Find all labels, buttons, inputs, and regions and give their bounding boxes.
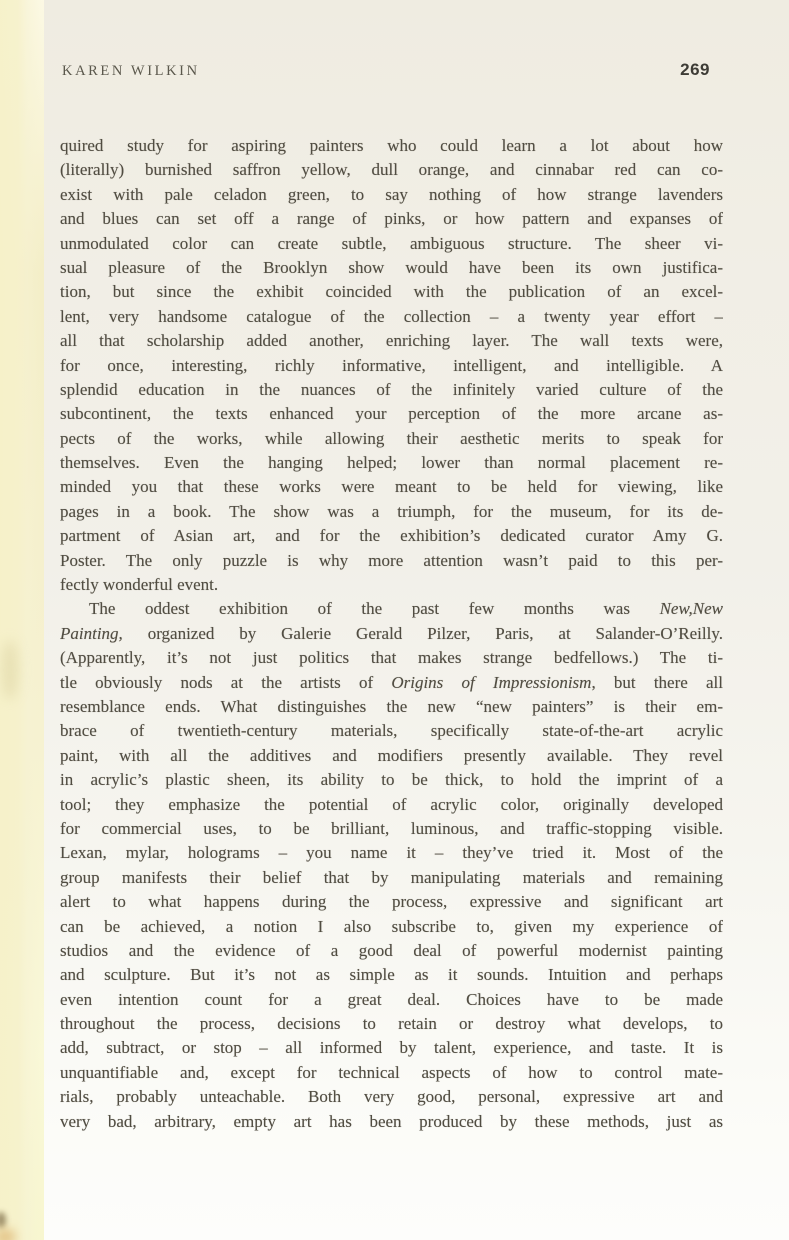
text-segment: all that scholarship added another, enriching layer. The wall texts were, [60, 331, 723, 351]
text-line [60, 256, 723, 280]
text-segment: tion, but since the exhibit coincided with the publication of an excel- [60, 282, 723, 302]
text-segment: unquantifiable and, except for technical aspects of how to control mate- [60, 1062, 723, 1082]
text-segment: resemblance ends. What distinguishes the new “new painters” is their em- [60, 696, 723, 716]
text-segment: (Apparently, it’s not just politics that makes strange bedfellows.) The ti- [60, 648, 723, 668]
text-segment: quired study for aspiring painters who could learn a lot about how [60, 136, 723, 155]
text-line [60, 744, 723, 768]
text-segment: and sculpture. But it’s not as simple as it sounds. Intuition and perhaps [60, 965, 723, 985]
page-number: 269 [680, 60, 710, 79]
text-segment: can be achieved, a notion I also subscribe to, given my experience of [60, 916, 723, 936]
text-segment: organized by Galerie Gerald Pilzer, Paris, at Salander-O’Reilly. [122, 623, 723, 643]
text-line [60, 1036, 723, 1060]
text-segment: subcontinent, the texts enhanced your perception of the more arcane as- [60, 404, 723, 424]
text-line [60, 329, 723, 353]
text-segment: even intention count for a great deal. Choices have to be made [60, 989, 723, 1009]
text-segment: studios and the evidence of a good deal of powerful modernist painting [60, 940, 723, 960]
text-segment: pages in a book. The show was a triumph, for the museum, for its de- [60, 501, 723, 521]
text-segment: alert to what happens during the process, expressive and significant art [60, 892, 723, 912]
text-segment: throughout the process, decisions to retain or destroy what develops, to [60, 1014, 723, 1034]
text-line [60, 1085, 723, 1109]
text-segment: sual pleasure of the Brooklyn show would have been its own justifica- [60, 257, 723, 277]
text-segment: partment of Asian art, and for the exhibition’s dedicated curator Amy G. [60, 526, 723, 546]
text-segment: splendid education in the nuances of the infinitely varied culture of the [60, 379, 723, 399]
running-head-author: KAREN WILKIN [62, 63, 200, 79]
text-line [60, 988, 723, 1012]
text-segment: (literally) burnished saffron yellow, dull orange, and cinnabar red can co- [60, 160, 723, 180]
text-line [60, 622, 723, 646]
text-segment: brace of twentieth-century materials, specifically state-of-the-art acrylic [60, 721, 723, 741]
text-line [60, 963, 723, 987]
scan-edge-strip [0, 0, 44, 1240]
italic-text-segment: New,New [659, 599, 723, 619]
text-segment: paint, with all the additives and modifiers presently available. They revel [60, 745, 723, 765]
text-line [60, 1061, 723, 1085]
text-line [60, 1110, 723, 1134]
text-line [60, 549, 723, 573]
text-segment: unmodulated color can create subtle, ambiguous structure. The sheer vi- [60, 233, 723, 253]
text-segment: and blues can set off a range of pinks, or how pattern and expanses of [60, 209, 723, 229]
text-block [60, 134, 723, 1134]
scan-blemish [2, 640, 18, 700]
text-line [60, 427, 723, 451]
text-line [60, 939, 723, 963]
text-line [60, 573, 723, 597]
text-segment: pects of the works, while allowing their aesthetic merits to speak for [60, 428, 723, 448]
text-line [60, 890, 723, 914]
text-line [60, 793, 723, 817]
text-line [60, 500, 723, 524]
text-segment: Lexan, mylar, holograms – you name it – they’ve tried it. Most of the [60, 843, 723, 863]
text-segment: tool; they emphasize the potential of acrylic color, originally developed [60, 794, 723, 814]
text-segment: lent, very handsome catalogue of the collection – a twenty year effort – [60, 306, 723, 326]
text-segment: fectly wonderful event. [60, 575, 219, 595]
text-line [60, 866, 723, 890]
text-line [60, 1012, 723, 1036]
text-line [60, 671, 723, 695]
text-line [60, 354, 723, 378]
text-line [60, 134, 723, 158]
text-segment: for once, interesting, richly informative, intelligent, and intelligible. A [60, 355, 723, 375]
text-line [60, 475, 723, 499]
running-head [62, 60, 710, 82]
text-line [60, 207, 723, 231]
text-segment: The oddest exhibition of the past few months was [89, 599, 660, 619]
text-line [60, 280, 723, 304]
text-line [60, 915, 723, 939]
text-segment: for commercial uses, to be brilliant, luminous, and traffic-stopping visible. [60, 818, 723, 838]
text-line [60, 305, 723, 329]
text-segment: in acrylic’s plastic sheen, its ability to be thick, to hold the imprint of a [60, 770, 723, 790]
text-line [60, 378, 723, 402]
text-line [60, 768, 723, 792]
text-segment: Poster. The only puzzle is why more attention wasn’t paid to this per- [60, 550, 723, 570]
text-segment: very bad, arbitrary, empty art has been produced by these methods, just as [60, 1111, 723, 1131]
text-line [60, 646, 723, 670]
text-line [60, 183, 723, 207]
text-line [60, 232, 723, 256]
text-segment: exist with pale celadon green, to say nothing of how strange lavenders [60, 184, 723, 204]
text-line [60, 402, 723, 426]
italic-text-segment: Origins of Impressionism [391, 672, 592, 692]
text-line [60, 451, 723, 475]
text-segment: tle obviously nods at the artists of [60, 672, 392, 692]
text-segment: add, subtract, or stop – all informed by talent, experience, and taste. It is [60, 1038, 723, 1058]
text-line [60, 524, 723, 548]
text-line [60, 597, 723, 621]
text-segment: themselves. Even the hanging helped; lower than normal placement re- [60, 453, 723, 473]
text-line [60, 719, 723, 743]
text-line [60, 695, 723, 719]
text-line [60, 158, 723, 182]
text-segment: rials, probably unteachable. Both very good, personal, expressive art and [60, 1087, 723, 1107]
text-line [60, 817, 723, 841]
text-segment: group manifests their belief that by manipulating materials and remaining [60, 867, 723, 887]
text-segment: minded you that these works were meant to be held for viewing, like [60, 477, 723, 497]
text-segment: , but there all [591, 672, 723, 692]
text-line [60, 841, 723, 865]
italic-text-segment: Painting, [60, 623, 123, 643]
